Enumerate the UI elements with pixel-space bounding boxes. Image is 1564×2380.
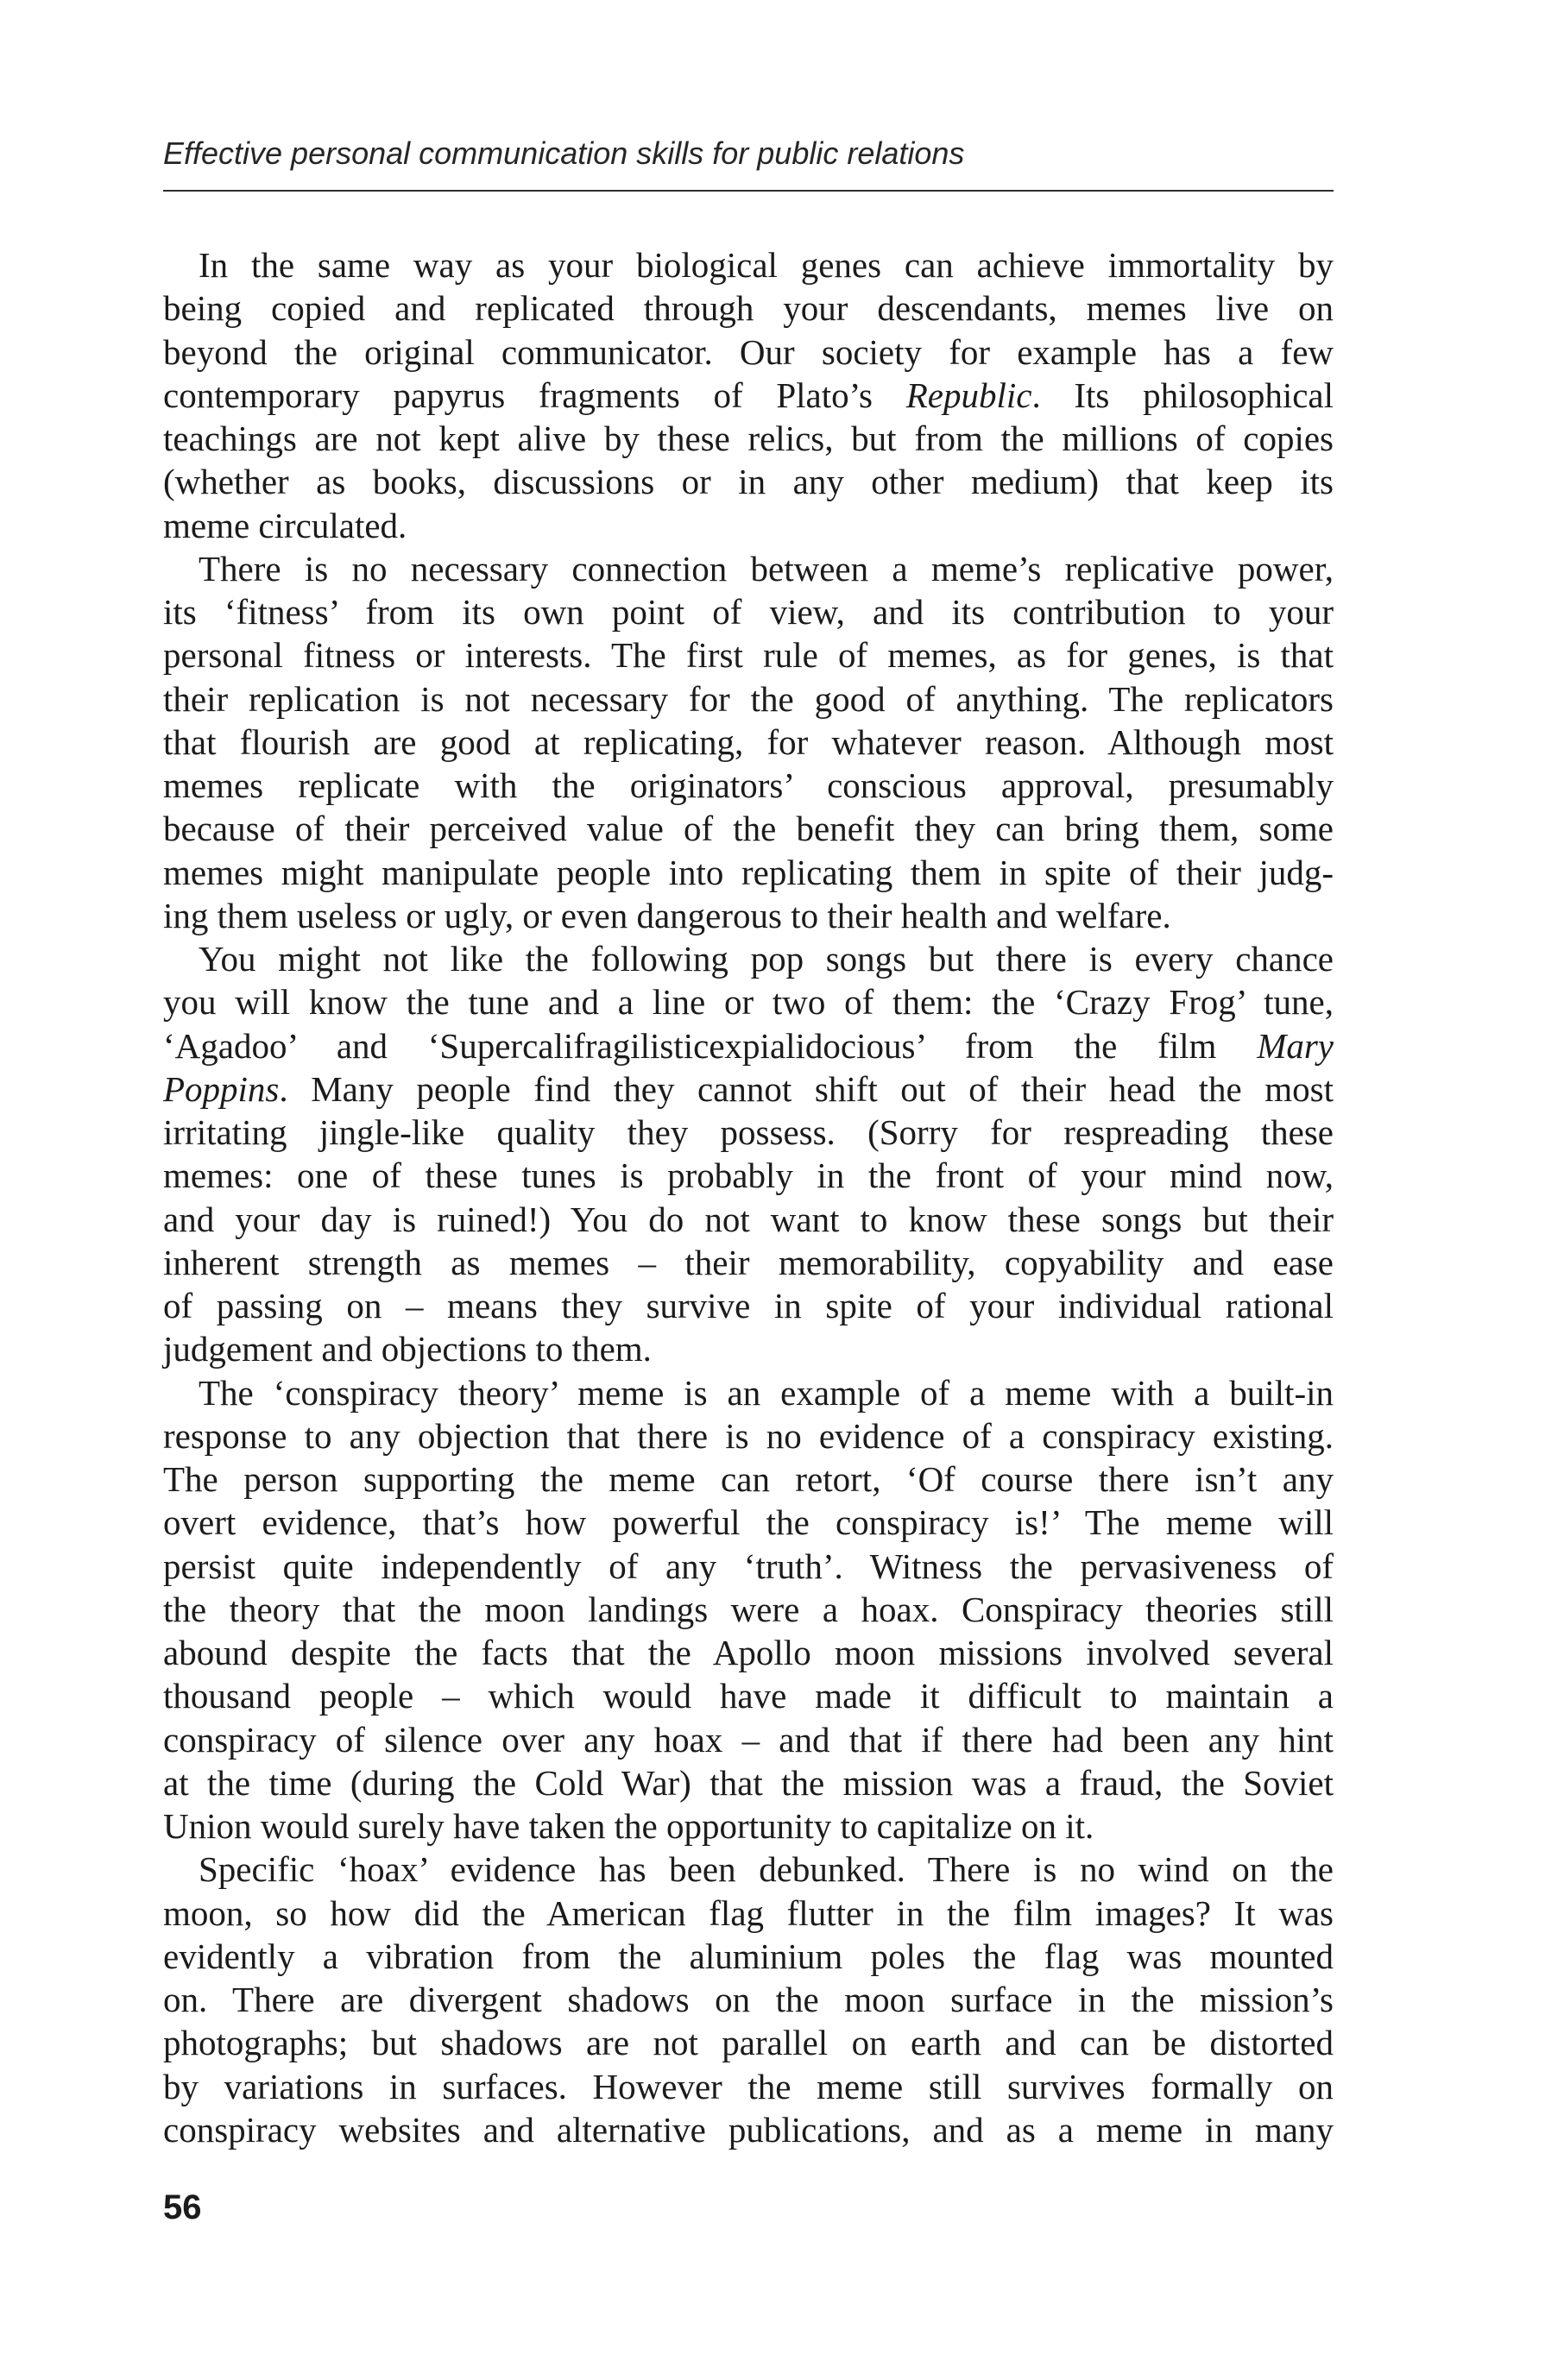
text-line: inherent strength as memes – their memorability, copyability and ease bbox=[163, 1242, 1334, 1282]
paragraph bbox=[163, 243, 1334, 547]
text-line: judgement and objections to them. bbox=[163, 1329, 652, 1369]
text-line: the theory that the moon landings were a hoax. Conspiracy theories still bbox=[163, 1589, 1334, 1629]
text-line: photographs; but shadows are not parallel on earth and can be distorted bbox=[163, 2023, 1334, 2063]
text-line: you will know the tune and a line or two of them: the ‘Crazy Frog’ tune, bbox=[163, 982, 1334, 1023]
text-line: because of their perceived value of the benefit they can bring them, some bbox=[163, 809, 1334, 849]
paragraph bbox=[163, 547, 1334, 937]
header-rule bbox=[163, 190, 1334, 192]
text-line: personal fitness or interests. The first rule of memes, as for genes, is that bbox=[163, 635, 1334, 676]
text-line: conspiracy websites and alternative publications, and as a meme in many bbox=[163, 2109, 1334, 2150]
text-line: You might not like the following pop songs but there is every chance bbox=[199, 939, 1334, 979]
text-line: persist quite independently of any ‘truth’. Witness the pervasiveness of bbox=[163, 1546, 1334, 1586]
running-header: Effective personal communication skills for public relations bbox=[163, 135, 965, 171]
text-line: being copied and replicated through your descendants, memes live on bbox=[163, 288, 1334, 329]
text-line: memes replicate with the originators’ conscious approval, presumably bbox=[163, 765, 1334, 805]
text-run: ‘Agadoo’ and ‘Supercalifragilisticexpialidocious’ from the film bbox=[163, 1025, 1258, 1066]
text-line: conspiracy of silence over any hoax – and that if there had been any hint bbox=[163, 1719, 1334, 1760]
text-line: response to any objection that there is no evidence of a conspiracy existing. bbox=[163, 1415, 1334, 1456]
text-line: their replication is not necessary for the good of anything. The replicators bbox=[163, 678, 1334, 719]
text-line: memes might manipulate people into replicating them in spite of their judg- bbox=[163, 852, 1334, 892]
text-line: at the time (during the Cold War) that the mission was a fraud, the Soviet bbox=[163, 1762, 1334, 1803]
paragraph bbox=[163, 1371, 1334, 1848]
text-run: contemporary papyrus fragments of Plato’s bbox=[163, 375, 906, 415]
text-line: and your day is ruined!) You do not want to know these songs but their bbox=[163, 1199, 1334, 1239]
text-line: In the same way as your biological genes can achieve immortality by bbox=[199, 245, 1334, 285]
text-line bbox=[163, 374, 1334, 417]
text-line: on. There are divergent shadows on the moon surface in the mission’s bbox=[163, 1980, 1334, 2019]
text-line: There is no necessary connection between a meme’s replicative power, bbox=[199, 548, 1334, 589]
text-line: irritating jingle-like quality they possess. (Sorry for respreading these bbox=[163, 1112, 1334, 1152]
text-line: The ‘conspiracy theory’ meme is an example of a meme with a built-in bbox=[199, 1372, 1334, 1413]
text-line: by variations in surfaces. However the meme still survives formally on bbox=[163, 2066, 1334, 2106]
text-line bbox=[163, 1067, 1334, 1111]
text-line: Specific ‘hoax’ evidence has been debunked. There is no wind on the bbox=[199, 1849, 1334, 1890]
text-line: The person supporting the meme can retort, ‘Of course there isn’t any bbox=[163, 1459, 1334, 1499]
page-number: 56 bbox=[163, 2188, 202, 2226]
text-line: ing them useless or ugly, or even dangerous to their health and welfare. bbox=[163, 895, 1171, 935]
italic-text: Poppins bbox=[163, 1068, 280, 1109]
text-line: teachings are not kept alive by these relics, but from the millions of copies bbox=[163, 419, 1334, 458]
text-line: thousand people – which would have made it difficult to maintain a bbox=[163, 1676, 1334, 1716]
text-run: . Many people find they cannot shift out of their head the most bbox=[279, 1068, 1334, 1109]
text-line: overt evidence, that’s how powerful the conspiracy is!’ The meme will bbox=[163, 1502, 1334, 1543]
italic-text: Mary bbox=[1257, 1025, 1334, 1066]
text-line: moon, so how did the American flag flutter in the film images? It was bbox=[163, 1892, 1334, 1933]
text-line: of passing on – means they survive in spite of your individual rational bbox=[163, 1286, 1334, 1325]
text-line: Union would surely have taken the opportunity to capitalize on it. bbox=[163, 1806, 1094, 1846]
text-line: memes: one of these tunes is probably in the front of your mind now, bbox=[163, 1155, 1334, 1196]
paragraph bbox=[163, 937, 1334, 1371]
body-text bbox=[163, 243, 1334, 2151]
text-line: its ‘fitness’ from its own point of view, and its contribution to your bbox=[163, 592, 1334, 632]
text-line bbox=[163, 1024, 1334, 1067]
italic-text: Republic bbox=[905, 375, 1032, 415]
text-line: beyond the original communicator. Our society for example has a few bbox=[163, 331, 1334, 372]
text-line: meme circulated. bbox=[163, 505, 407, 545]
text-run: . Its philosophical bbox=[1031, 375, 1334, 415]
text-line: that flourish are good at replicating, for whatever reason. Although most bbox=[163, 721, 1334, 762]
text-line: evidently a vibration from the aluminium poles the flag was mounted bbox=[163, 1936, 1334, 1976]
text-line: abound despite the facts that the Apollo moon missions involved several bbox=[163, 1633, 1334, 1672]
text-line: (whether as books, discussions or in any other medium) that keep its bbox=[163, 462, 1334, 502]
paragraph bbox=[163, 1848, 1334, 2151]
